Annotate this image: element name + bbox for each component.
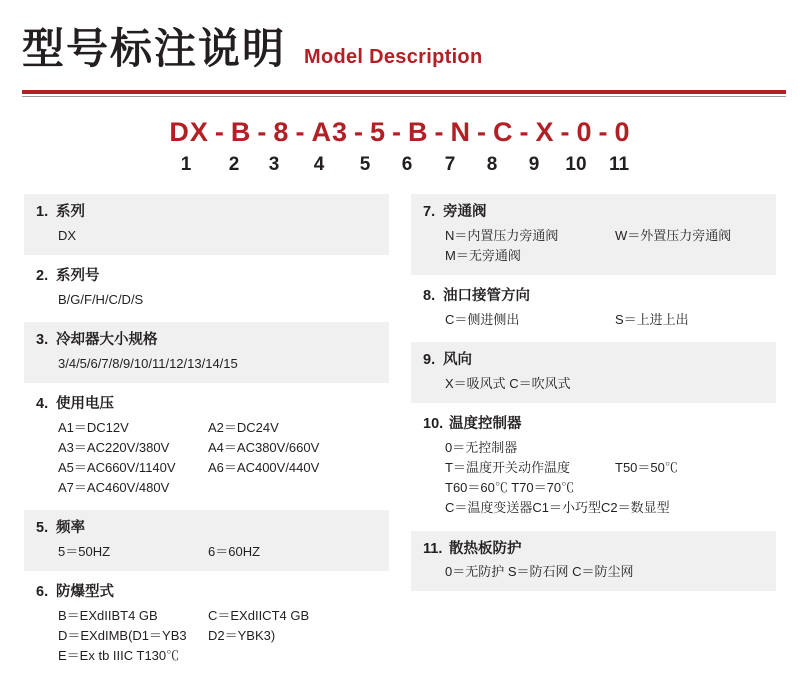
description-item (411, 342, 776, 403)
item-body (423, 562, 766, 582)
code-segment: 5 (369, 117, 386, 147)
description-columns (18, 194, 782, 679)
item-line-cell: C＝温度变送器C1＝小巧型C2＝数显型 (445, 500, 670, 516)
item-heading-text: 油口接管方向 (443, 288, 530, 305)
item-line-cell: A3＝AC220V/380V (58, 439, 170, 455)
item-index: 1. (36, 204, 49, 220)
item-heading (423, 540, 766, 559)
item-heading-text: 冷却器大小规格 (56, 331, 158, 348)
item-body (36, 542, 379, 562)
code-index: 2 (228, 154, 240, 175)
description-item (24, 258, 389, 319)
item-line (445, 246, 766, 266)
item-line (58, 606, 379, 626)
item-line-cell: 3/4/5/6/7/8/9/10/11/12/13/14/15 (58, 355, 238, 371)
item-heading-text: 系列号 (56, 267, 100, 284)
item-heading (36, 331, 379, 350)
item-heading-text: 散热板防护 (449, 540, 522, 557)
item-line (445, 478, 766, 498)
code-index: 8 (486, 154, 498, 175)
item-heading (423, 415, 766, 434)
item-line (58, 542, 379, 562)
code-segment: DX (169, 117, 209, 147)
item-index: 2. (36, 267, 49, 284)
code-segment: X (535, 117, 555, 147)
code-separator: - (214, 117, 225, 147)
item-line-cell: C＝EXdIICT4 GB (208, 608, 310, 624)
item-body (423, 310, 766, 330)
item-line-cell: 0＝无防护 S＝防石网 C＝防尘网 (445, 564, 634, 580)
page-header (18, 0, 782, 70)
code-separator: - (257, 117, 268, 147)
description-item (411, 278, 776, 339)
item-line-cell: E＝Ex tb IIIC T130℃ (58, 648, 180, 664)
model-code-index-row (18, 154, 782, 176)
item-line-cell: T＝温度开关动作温度 (445, 460, 570, 476)
item-line (445, 562, 766, 582)
item-heading-text: 旁通阀 (443, 204, 487, 220)
item-line (58, 354, 379, 374)
description-item (24, 322, 389, 383)
item-line-cell: 0＝无控制器 (445, 439, 518, 455)
item-line (445, 310, 766, 330)
item-line-cell: B＝EXdIIBT4 GB (58, 608, 158, 624)
item-heading-text: 风向 (443, 352, 472, 369)
description-item (411, 194, 776, 275)
item-index: 9. (423, 352, 436, 369)
description-item (24, 194, 389, 255)
code-separator: - (598, 117, 609, 147)
item-line-cell: M＝无旁通阀 (445, 247, 521, 263)
item-heading (423, 287, 766, 306)
page-title-en: Model Description (304, 46, 483, 68)
description-item (411, 406, 776, 527)
code-index: 9 (528, 154, 540, 175)
item-heading (423, 203, 766, 222)
item-body (423, 374, 766, 394)
code-segment: A3 (311, 117, 348, 147)
code-segment: C (493, 117, 514, 147)
item-heading (36, 395, 379, 414)
item-heading-text: 系列 (56, 204, 85, 220)
code-segment: 8 (273, 117, 290, 147)
item-line-cell: A4＝AC380V/660V (208, 439, 320, 455)
item-line-cell: A1＝DC12V (58, 419, 129, 435)
code-separator: - (295, 117, 306, 147)
code-segment: B (230, 117, 252, 147)
item-body (36, 226, 379, 246)
item-line (58, 290, 379, 310)
item-body (36, 418, 379, 499)
code-index: 6 (401, 154, 413, 175)
item-line (58, 438, 379, 458)
item-index: 3. (36, 331, 49, 348)
item-line-cell: 6＝60HZ (208, 544, 261, 560)
code-segment: 0 (576, 117, 593, 147)
item-heading-text: 防爆型式 (56, 584, 114, 601)
item-line-cell: D＝EXdIMB(D1＝YB3 (58, 628, 187, 644)
code-index: 7 (444, 154, 456, 175)
code-separator: - (519, 117, 530, 147)
item-body (36, 290, 379, 310)
model-code-block (18, 117, 782, 176)
item-line-cell: DX (58, 227, 77, 243)
code-separator: - (392, 117, 402, 147)
code-index: 4 (313, 154, 325, 175)
item-line (58, 458, 379, 478)
item-line (58, 478, 379, 498)
item-line-cell: A6＝AC400V/440V (208, 460, 320, 476)
item-heading-text: 频率 (56, 520, 85, 537)
item-index: 8. (423, 288, 436, 305)
divider-thin (22, 96, 786, 97)
item-index: 7. (423, 204, 436, 220)
item-line-cell: C＝侧进侧出 (445, 311, 520, 327)
item-line (445, 438, 766, 458)
code-index: 5 (359, 154, 371, 175)
item-line-cell: X＝吸风式 C＝吹风式 (445, 375, 571, 391)
item-index: 11. (423, 540, 443, 557)
code-index: 11 (608, 154, 630, 175)
item-line (58, 226, 379, 246)
item-heading (36, 519, 379, 538)
item-line-cell: S＝上进上出 (615, 311, 689, 327)
item-line (445, 498, 766, 518)
code-separator: - (353, 117, 364, 147)
item-heading (36, 267, 379, 286)
item-heading-text: 温度控制器 (449, 416, 522, 433)
item-heading-text: 使用电压 (56, 395, 114, 412)
code-index: 10 (565, 154, 587, 175)
item-line-cell: B/G/F/H/C/D/S (58, 291, 144, 307)
item-line-cell: W＝外置压力旁通阀 (615, 227, 732, 243)
item-index: 10. (423, 416, 444, 433)
item-index: 6. (36, 584, 49, 601)
item-body (423, 226, 766, 266)
code-segment: 0 (614, 117, 631, 147)
item-index: 5. (36, 520, 49, 537)
item-line-cell: D2＝YBK3) (208, 628, 276, 644)
item-line-cell: T60＝60℃ T70＝70℃ (445, 480, 575, 496)
item-body (36, 354, 379, 374)
item-index: 4. (36, 395, 49, 412)
code-separator: - (560, 117, 571, 147)
item-line (445, 374, 766, 394)
item-line (445, 226, 766, 246)
item-line-cell: A2＝DC24V (208, 419, 279, 435)
left-column (24, 194, 389, 679)
item-heading (423, 351, 766, 370)
right-column (411, 194, 776, 679)
item-heading (36, 203, 379, 222)
description-item (411, 531, 776, 592)
code-index: 3 (268, 154, 280, 175)
item-line-cell: A7＝AC460V/480V (58, 480, 170, 496)
code-index: 1 (180, 154, 192, 175)
code-separator: - (434, 117, 445, 147)
code-segment: N (450, 117, 471, 147)
page-title-cn: 型号标注说明 (22, 25, 287, 72)
item-heading (36, 583, 379, 602)
item-line-cell: 5＝50HZ (58, 544, 111, 560)
item-body (423, 438, 766, 519)
description-item (24, 574, 389, 675)
item-line (58, 646, 379, 666)
item-line-cell: N＝内置压力旁通阀 (445, 227, 559, 243)
item-line (58, 418, 379, 438)
item-line (445, 458, 766, 478)
item-body (36, 606, 379, 666)
item-line-cell: T50＝50℃ (615, 460, 678, 476)
model-code-string (18, 117, 782, 148)
item-line (58, 626, 379, 646)
description-item (24, 510, 389, 571)
header-divider (22, 90, 782, 97)
divider-thick (22, 90, 786, 94)
code-segment: B (408, 117, 429, 147)
description-item (24, 386, 389, 507)
code-separator: - (477, 117, 487, 147)
item-line-cell: A5＝AC660V/1140V (58, 460, 176, 476)
